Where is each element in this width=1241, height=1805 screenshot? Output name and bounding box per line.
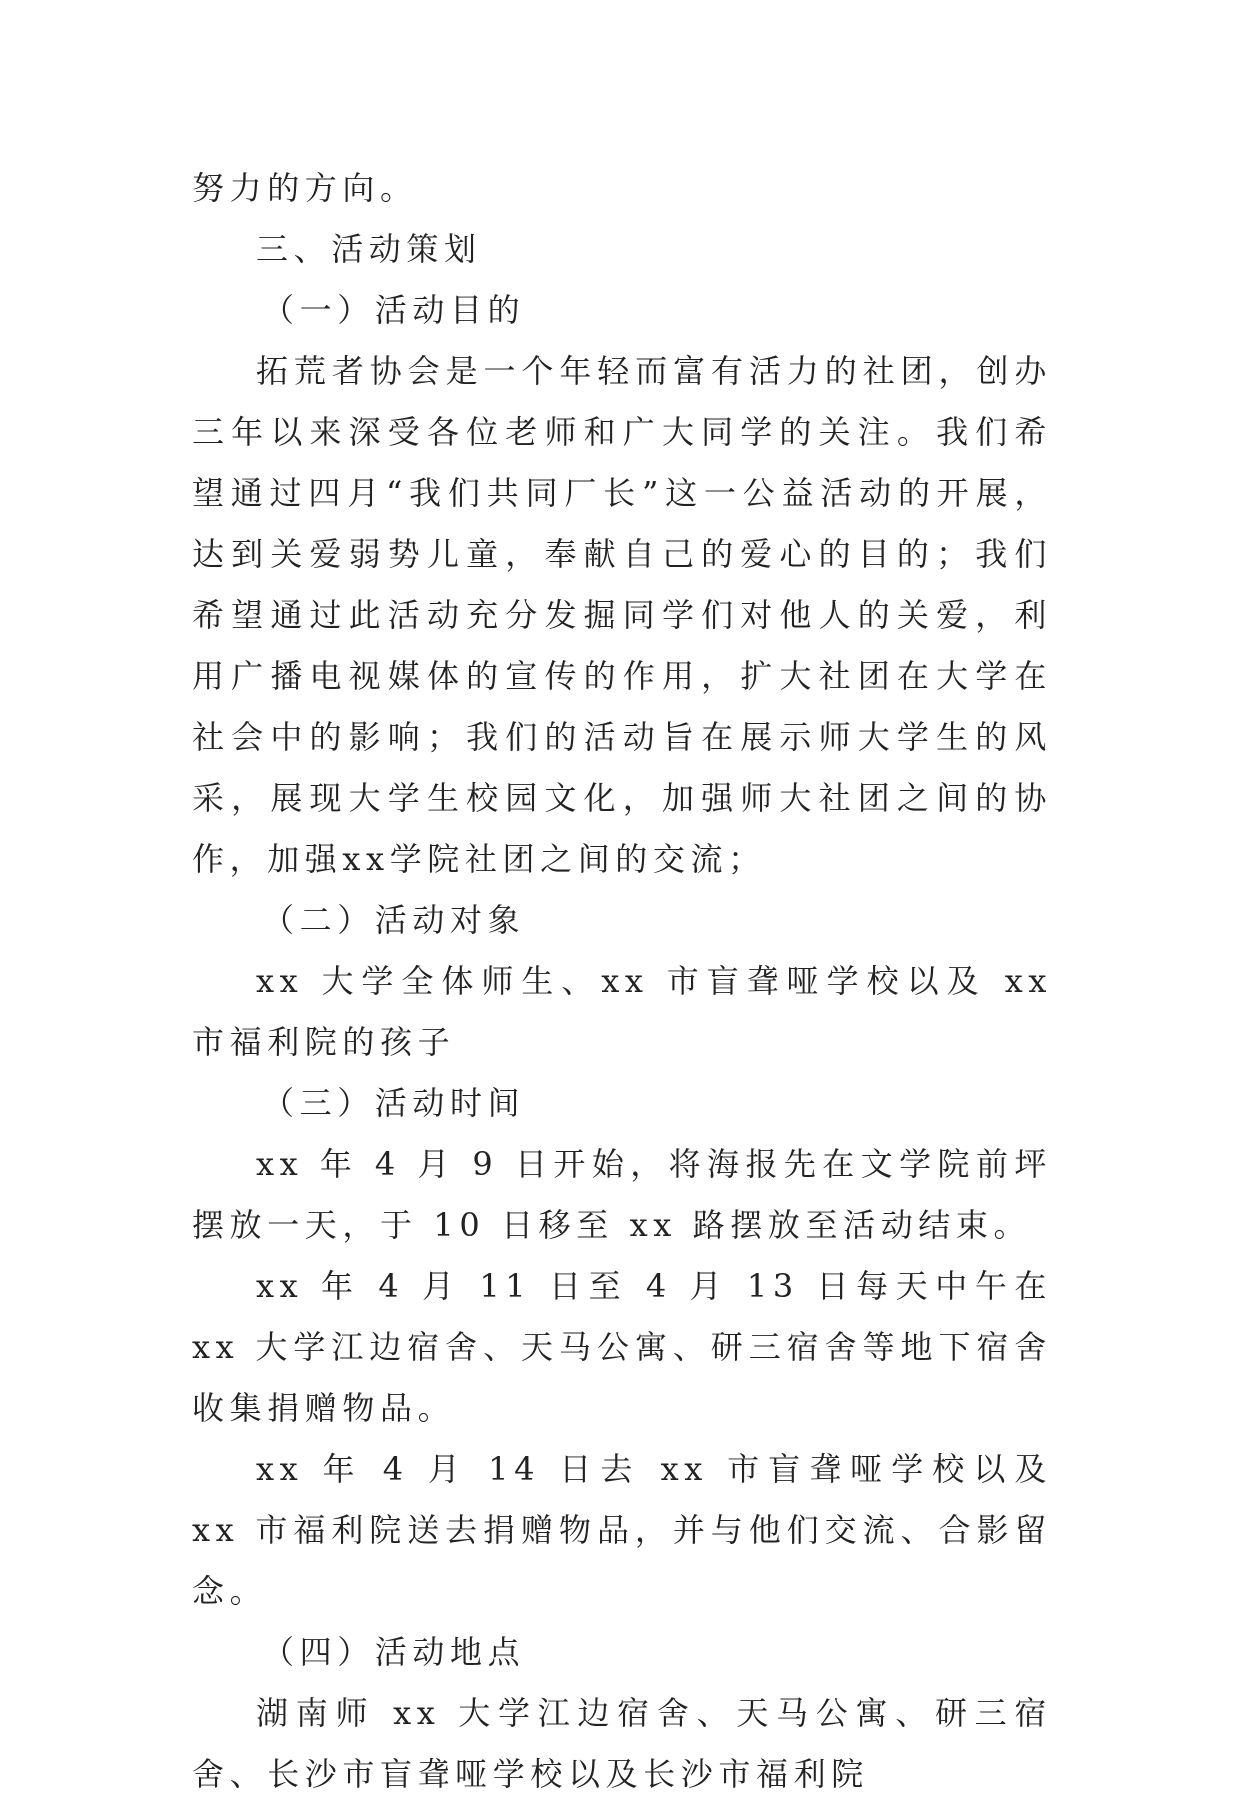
paragraph-continuation: 努力的方向。 — [192, 169, 418, 207]
paragraph-activity-target: xx 大学全体师生、xx 市盲聋哑学校以及 xx 市福利院的孩子 — [192, 962, 1052, 1061]
subheading-activity-location: （四）活动地点 — [262, 1633, 526, 1671]
paragraph-time-donation: xx 年 4 月 14 日去 xx 市盲聋哑学校以及 xx 市福利院送去捐赠物品，并与他们交流、合影留念。 — [192, 1450, 1052, 1610]
document-body — [192, 158, 1052, 1805]
subheading-activity-purpose: （一）活动目的 — [262, 291, 526, 329]
subheading-activity-target: （二）活动对象 — [262, 901, 526, 939]
paragraph-time-collection: xx 年 4 月 11 日至 4 月 13 日每天中午在 xx 大学江边宿舍、天马公寓、研三宿舍等地下宿舍收集捐赠物品。 — [192, 1267, 1052, 1427]
paragraph-activity-purpose: 拓荒者协会是一个年轻而富有活力的社团，创办三年以来深受各位老师和广大同学的关注。我们希望通过四月“我们共同厂长”这一公益活动的开展，达到关爱弱势儿童，奉献自己的爱心的目的；我们希望通过此活动充分发掘同学们对他人的关爱，利用广播电视媒体的宣传的作用，扩大社团在大学在社会中的影响；我们的活动旨在展示师大学生的风采，展现大学生校园文化，加强师大社团之间的协作，加强xx学院社团之间的交流； — [192, 352, 1052, 878]
subheading-activity-time: （三）活动时间 — [262, 1084, 526, 1122]
paragraph-time-poster: xx 年 4 月 9 日开始，将海报先在文学院前坪摆放一天，于 10 日移至 xx 路摆放至活动结束。 — [192, 1145, 1052, 1244]
section-heading-activity-plan: 三、活动策划 — [256, 230, 482, 268]
paragraph-activity-location: 湖南师 xx 大学江边宿舍、天马公寓、研三宿舍、长沙市盲聋哑学校以及长沙市福利院 — [192, 1694, 1052, 1793]
